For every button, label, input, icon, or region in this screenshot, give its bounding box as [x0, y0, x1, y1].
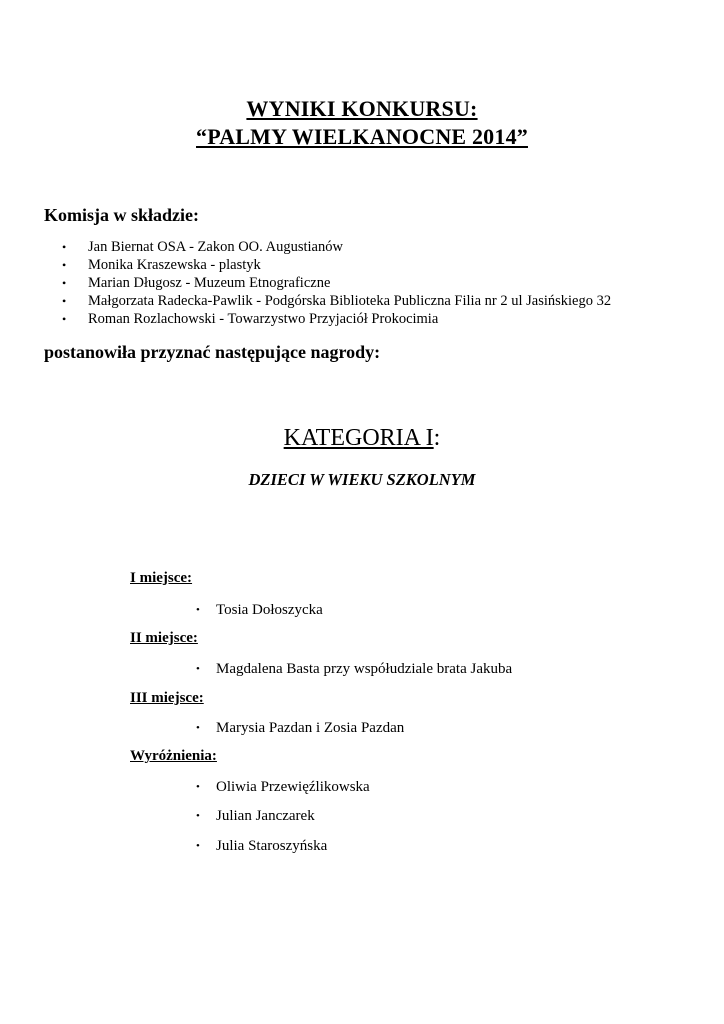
bullet-icon: •	[196, 604, 200, 616]
category-name: KATEGORIA I	[283, 425, 434, 451]
list-item	[196, 777, 370, 797]
title-line-1: WYNIKI KONKURSU:	[246, 96, 478, 121]
bullet-icon: •	[62, 258, 67, 272]
list-item	[196, 659, 512, 679]
bullet-icon: •	[196, 840, 200, 852]
winner-name: Oliwia Przewięźlikowska	[216, 779, 370, 795]
list-item	[44, 292, 611, 310]
honors-label: Wyróżnienia:	[130, 748, 217, 764]
member-text: Monika Kraszewska - plastyk	[88, 257, 261, 273]
category-subtitle: DZIECI W WIEKU SZKOLNYM	[248, 470, 476, 489]
list-item	[196, 600, 323, 620]
title-line-2: “PALMY WIELKANOCNE 2014”	[196, 124, 528, 149]
list-item	[196, 836, 327, 856]
list-item	[44, 310, 611, 328]
winner-name: Julia Staroszyńska	[216, 838, 328, 854]
category-title	[0, 425, 724, 452]
bullet-icon: •	[62, 276, 67, 290]
bullet-icon: •	[196, 781, 200, 793]
winner-name: Magdalena Basta przy współudziale brata Jakuba	[216, 661, 513, 677]
bullet-icon: •	[62, 294, 67, 308]
bullet-icon: •	[196, 810, 200, 822]
bullet-icon: •	[62, 312, 67, 326]
committee-member-list	[44, 238, 611, 328]
list-item	[44, 256, 611, 274]
first-place-label: I miejsce:	[130, 570, 193, 586]
second-place-label: II miejsce:	[130, 630, 198, 646]
bullet-icon: •	[62, 240, 67, 254]
committee-heading: Komisja w składzie:	[44, 205, 199, 225]
bullet-icon: •	[196, 722, 200, 734]
list-item	[44, 238, 611, 256]
list-item	[44, 274, 611, 292]
list-item	[196, 806, 315, 826]
category-colon: :	[433, 425, 441, 451]
member-text: Marian Długosz - Muzeum Etnograficzne	[88, 275, 331, 291]
winner-name: Julian Janczarek	[216, 808, 315, 824]
winner-name: Marysia Pazdan i Zosia Pazdan	[216, 720, 405, 736]
member-text: Jan Biernat OSA - Zakon OO. Augustianów	[88, 239, 343, 255]
list-item	[196, 718, 404, 738]
winner-name: Tosia Dołoszycka	[216, 602, 323, 618]
third-place-label: III miejsce:	[130, 690, 204, 706]
member-text: Małgorzata Radecka-Pawlik - Podgórska Biblioteka Publiczna Filia nr 2 ul Jasińskiego 32	[88, 293, 612, 309]
member-text: Roman Rozlachowski - Towarzystwo Przyjaciół Prokocimia	[88, 311, 439, 327]
bullet-icon: •	[196, 663, 200, 675]
decision-statement: postanowiła przyznać następujące nagrody:	[44, 342, 381, 362]
